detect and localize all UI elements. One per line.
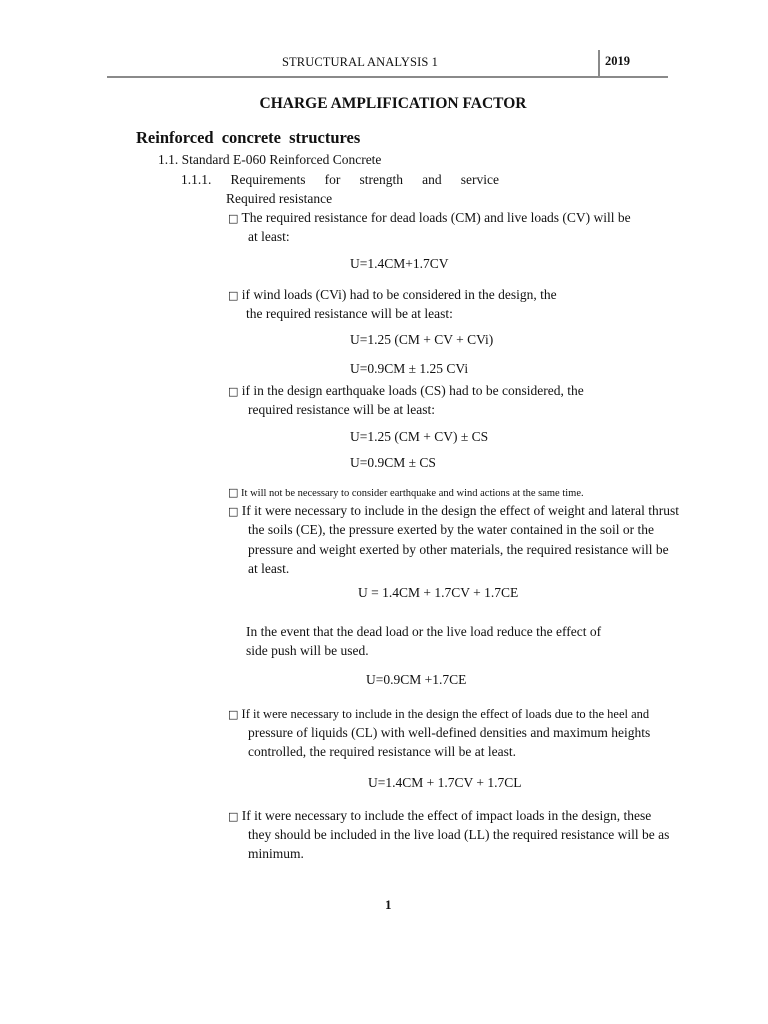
subsubsection-word: Requirements <box>230 172 306 187</box>
subsubsection-word: for <box>324 172 341 187</box>
paragraph-text: side push will be used. <box>246 643 369 658</box>
subsection-heading: 1.1. Standard E-060 Reinforced Concrete <box>158 152 382 167</box>
bullet-text: It will not be necessary to consider earthquake and wind actions at the same time. <box>241 488 584 499</box>
equation: U=1.25 (CM + CV + CVi) <box>350 332 494 347</box>
bullet-item-note <box>228 486 584 499</box>
required-resistance-label: Required resistance <box>226 191 333 206</box>
subsubsection-heading <box>181 172 499 188</box>
bullet-text-continued: minimum. <box>248 846 304 861</box>
bullet-text-continued: they should be included in the live load (LL) the required resistance will be as <box>248 827 670 842</box>
paragraph-text: In the event that the dead load or the live load reduce the effect of <box>246 624 602 639</box>
subsubsection-word: service <box>460 172 499 187</box>
bullet-icon: □ <box>228 505 239 518</box>
bullet-item-liquids <box>228 707 649 722</box>
running-header-year: 2019 <box>605 54 630 68</box>
subsubsection-word: strength <box>359 172 403 187</box>
bullet-icon: □ <box>228 810 239 823</box>
bullet-text-continued: at least: <box>248 229 290 244</box>
bullet-text-continued: required resistance will be at least: <box>248 402 436 417</box>
equation: U=0.9CM ± 1.25 CVi <box>350 361 469 376</box>
page-number: 1 <box>385 897 392 912</box>
bullet-icon: □ <box>228 385 239 398</box>
bullet-item-dead-live <box>228 210 631 226</box>
equation: U=1.4CM + 1.7CV + 1.7CL <box>368 775 522 790</box>
header-divider <box>598 50 600 77</box>
header-rule <box>107 76 668 78</box>
bullet-text: The required resistance for dead loads (CM) and live loads (CV) will be <box>241 210 631 225</box>
bullet-text-continued: pressure and weight exerted by other materials, the required resistance will be <box>248 542 669 557</box>
bullet-icon: □ <box>228 486 239 499</box>
bullet-text: If it were necessary to include in the design the effect of loads due to the heel and <box>241 707 650 721</box>
bullet-icon: □ <box>228 212 239 225</box>
equation: U=0.9CM ± CS <box>350 455 436 470</box>
bullet-text: If it were necessary to include in the design the effect of weight and lateral thrust <box>241 503 679 518</box>
subsubsection-number: 1.1.1. <box>181 172 212 187</box>
bullet-icon: □ <box>228 289 239 302</box>
bullet-text-continued: at least. <box>248 561 290 576</box>
bullet-text-continued: pressure of liquids (CL) with well-defined densities and maximum heights <box>248 725 651 740</box>
bullet-item-soil <box>228 503 679 519</box>
equation: U = 1.4CM + 1.7CV + 1.7CE <box>358 585 519 600</box>
bullet-item-wind <box>228 287 557 303</box>
bullet-item-earthquake <box>228 383 584 399</box>
section-heading: Reinforced concrete structures <box>136 128 361 147</box>
subsubsection-word: and <box>422 172 442 187</box>
bullet-icon: □ <box>228 708 239 721</box>
bullet-text-continued: controlled, the required resistance will be at least. <box>248 744 517 759</box>
bullet-text: If it were necessary to include the effect of impact loads in the design, these <box>241 808 652 823</box>
bullet-text-continued: the required resistance will be at least: <box>246 306 453 321</box>
running-header-title: STRUCTURAL ANALYSIS 1 <box>282 55 438 69</box>
bullet-item-impact <box>228 808 651 824</box>
equation: U=0.9CM +1.7CE <box>366 672 467 687</box>
equation: U=1.4CM+1.7CV <box>350 256 449 271</box>
bullet-text-continued: the soils (CE), the pressure exerted by the water contained in the soil or the <box>248 522 655 537</box>
document-title: CHARGE AMPLIFICATION FACTOR <box>259 95 527 112</box>
bullet-text: if in the design earthquake loads (CS) had to be considered, the <box>241 383 584 398</box>
equation: U=1.25 (CM + CV) ± CS <box>350 429 489 444</box>
bullet-text: if wind loads (CVi) had to be considered in the design, the <box>241 287 557 302</box>
